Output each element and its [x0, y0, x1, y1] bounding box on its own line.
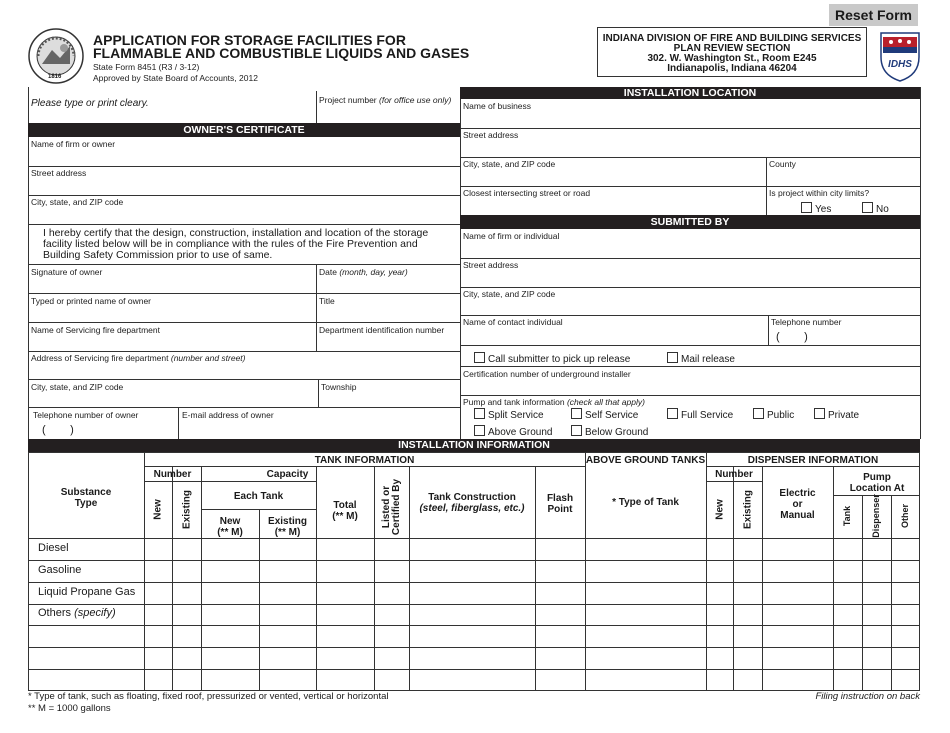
new-capacity-unit: (** M): [217, 527, 243, 538]
below-ground-label: Below Ground: [585, 427, 649, 438]
pump-tank-info-label: [463, 397, 645, 407]
below-ground-checkbox[interactable]: [571, 425, 582, 436]
new-count-header: New: [152, 499, 164, 520]
owner-firm-field[interactable]: Name of firm or owner: [31, 139, 116, 149]
dispenser-information-header: DISPENSER INFORMATION: [747, 455, 879, 466]
fire-dept-city-field[interactable]: City, state, and ZIP code: [31, 382, 124, 392]
date-label: Date: [319, 267, 337, 277]
seal-year: 1816: [48, 74, 62, 80]
total-capacity-header: [316, 500, 374, 522]
typed-name-field[interactable]: Typed or printed name of owner: [31, 296, 152, 306]
private-option[interactable]: [814, 408, 859, 421]
submitter-phone-parens: ( ): [776, 331, 808, 343]
or-label: or: [792, 499, 803, 510]
full-service-option[interactable]: [667, 408, 733, 421]
intersecting-street-field[interactable]: Closest intersecting street or road: [463, 188, 591, 198]
above-ground-checkbox[interactable]: [474, 425, 485, 436]
installation-information-header: INSTALLATION INFORMATION: [28, 439, 920, 452]
tank-information-header: TANK INFORMATION: [314, 455, 415, 466]
dept-id-field[interactable]: Department identification number: [319, 325, 445, 335]
flash-point-header: Flash Point: [546, 493, 574, 515]
row-others: [38, 607, 116, 619]
below-ground-option[interactable]: [571, 425, 648, 438]
owner-city-field[interactable]: City, state, and ZIP code: [31, 197, 124, 207]
owner-email-field[interactable]: E-mail address of owner: [182, 410, 274, 420]
tank-construction-header: [409, 492, 535, 514]
date-note: (month, day, year): [339, 267, 408, 277]
above-ground-label: Above Ground: [488, 427, 553, 438]
mail-release-checkbox[interactable]: [667, 352, 678, 363]
agency-line3: 302. W. Washington St., Room E245: [647, 53, 817, 64]
call-submitter-label: Call submitter to pick up release: [488, 354, 631, 365]
township-field[interactable]: Township: [321, 382, 357, 392]
agency-line2: PLAN REVIEW SECTION: [673, 43, 791, 54]
self-service-option[interactable]: [571, 408, 638, 421]
no-label: No: [876, 204, 889, 215]
split-service-checkbox[interactable]: [474, 408, 485, 419]
total-label: Total: [333, 500, 357, 511]
footnote-type-of-tank: * Type of tank, such as floating, fixed roof, pressurized or vented, vertical or horizontal: [28, 691, 389, 702]
city-limits-yes[interactable]: [801, 202, 831, 215]
approved-text: Approved by State Board of Accounts, 2012: [93, 73, 258, 83]
yes-label: Yes: [815, 204, 832, 215]
form-number: State Form 8451 (R3 / 3-12): [93, 62, 200, 72]
pump-tank-note: (check all that apply): [566, 397, 645, 407]
above-ground-option[interactable]: [474, 425, 553, 438]
pump-tank-header: Tank: [842, 505, 852, 527]
owners-certificate-header: OWNER'S CERTIFICATE: [28, 123, 460, 137]
submitted-by-header: SUBMITTED BY: [460, 215, 920, 229]
row-gasoline: Gasoline: [38, 564, 82, 576]
fire-dept-address-field[interactable]: [31, 353, 246, 363]
electric-manual-header: [762, 488, 833, 521]
existing-capacity-unit: (** M): [274, 527, 301, 538]
business-name-field[interactable]: Name of business: [463, 101, 532, 111]
dispenser-new-header: New: [714, 499, 726, 520]
instruction-text: Please type or print cleary.: [31, 98, 149, 109]
total-unit: (** M): [332, 511, 358, 522]
row-diesel: Diesel: [38, 542, 69, 554]
no-checkbox[interactable]: [862, 202, 873, 213]
row-liquid-propane-gas: Liquid Propane Gas: [38, 586, 136, 598]
split-service-option[interactable]: [474, 408, 544, 421]
owner-phone-parens: ( ): [42, 424, 74, 436]
form-title-line2: FLAMMABLE AND COMBUSTIBLE LIQUIDS AND GASES: [93, 45, 470, 61]
others-label: Others: [38, 607, 72, 619]
pump-dispenser-header: Dispenser: [871, 494, 881, 538]
type-of-tank-header: * Type of Tank: [612, 497, 679, 508]
mail-release-option[interactable]: [667, 352, 735, 365]
new-capacity-label: New: [219, 516, 241, 527]
form-title-line1: APPLICATION FOR STORAGE FACILITIES FOR: [93, 32, 406, 48]
electric-label: Electric: [779, 488, 816, 499]
each-tank-header: Each Tank: [233, 491, 284, 502]
pump-location-header: Pump Location At: [849, 472, 905, 494]
installer-cert-field[interactable]: Certification number of underground installer: [463, 369, 631, 379]
location-city-field[interactable]: City, state, and ZIP code: [463, 159, 556, 169]
owner-street-field[interactable]: Street address: [31, 168, 87, 178]
agency-box: [597, 27, 867, 77]
listed-certified-header: [382, 467, 402, 547]
submitter-name-field[interactable]: Name of firm or individual: [463, 231, 560, 241]
agency-line1: INDIANA DIVISION OF FIRE AND BUILDING SERVICES: [602, 33, 862, 44]
footnote-m-gallons: ** M = 1000 gallons: [28, 703, 111, 714]
filing-instruction: Filing instruction on back: [815, 691, 920, 702]
call-submitter-option[interactable]: [474, 352, 630, 365]
mail-release-label: Mail release: [681, 354, 735, 365]
split-service-label: Split Service: [488, 410, 544, 421]
installation-location-header: INSTALLATION LOCATION: [460, 87, 920, 99]
tank-construction-label: Tank Construction: [428, 492, 516, 503]
others-note: (specify): [74, 607, 116, 619]
existing-count-header: Existing: [181, 490, 193, 529]
call-submitter-checkbox[interactable]: [474, 352, 485, 363]
submitter-city-field[interactable]: City, state, and ZIP code: [463, 289, 556, 299]
certification-statement: [31, 228, 456, 261]
private-checkbox[interactable]: [814, 408, 825, 419]
idhs-logo-icon: [877, 27, 923, 83]
reset-form-button[interactable]: Reset Form: [829, 4, 918, 26]
contact-name-field[interactable]: Name of contact individual: [463, 317, 563, 327]
dispenser-existing-header: Existing: [742, 490, 754, 529]
fire-dept-address-note: (number and street): [170, 353, 246, 363]
private-label: Private: [828, 410, 860, 421]
agency-line4: Indianapolis, Indiana 46204: [667, 63, 797, 74]
cert-line3: Building Safety Commission prior to use of same.: [43, 249, 273, 261]
tank-construction-note: (steel, fiberglass, etc.): [419, 503, 525, 514]
existing-capacity-header: [259, 516, 316, 538]
dispenser-number-header: Number: [715, 469, 753, 480]
submitter-street-field[interactable]: Street address: [463, 260, 519, 270]
full-service-checkbox[interactable]: [667, 408, 678, 419]
self-service-checkbox[interactable]: [571, 408, 582, 419]
pump-tank-label: Pump and tank information: [463, 397, 565, 407]
new-capacity-header: [201, 516, 259, 538]
city-limits-no[interactable]: [862, 202, 889, 215]
signature-field[interactable]: Signature of owner: [31, 267, 103, 277]
location-street-field[interactable]: Street address: [463, 130, 519, 140]
owner-phone-field[interactable]: Telephone number of owner: [33, 410, 139, 420]
fire-dept-address-label: Address of Servicing fire department: [31, 353, 169, 363]
existing-capacity-label: Existing: [268, 516, 307, 527]
pump-other-header: Other: [900, 504, 910, 529]
capacity-header: Capacity: [266, 469, 309, 480]
project-number-label: Project number: [319, 95, 377, 105]
county-field[interactable]: County: [769, 159, 796, 169]
public-option[interactable]: [753, 408, 794, 421]
cert-line2: facility listed below will be in compliance with the rules of the Fire Prevention and: [43, 238, 418, 250]
listed-label: Listed or: [381, 485, 392, 529]
full-service-label: Full Service: [681, 410, 734, 421]
certified-label: Certified By: [391, 478, 402, 536]
fire-dept-name-field[interactable]: Name of Servicing fire department: [31, 325, 160, 335]
number-header: Number: [153, 469, 192, 480]
date-field[interactable]: [319, 267, 408, 277]
public-label: Public: [767, 410, 795, 421]
city-limits-label: Is project within city limits?: [769, 188, 870, 198]
above-ground-tanks-header: ABOVE GROUND TANKS: [585, 455, 706, 466]
submitter-phone-field[interactable]: Telephone number: [771, 317, 842, 327]
project-number-field[interactable]: [319, 95, 451, 105]
title-field[interactable]: Title: [319, 296, 335, 306]
project-number-note: (for office use only): [379, 95, 452, 105]
public-checkbox[interactable]: [753, 408, 764, 419]
idhs-logo-text: IDHS: [888, 59, 912, 70]
self-service-label: Self Service: [585, 410, 639, 421]
yes-checkbox[interactable]: [801, 202, 812, 213]
manual-label: Manual: [780, 510, 815, 521]
cert-line1: I hereby certify that the design, construction, installation and location of the storage: [43, 227, 429, 239]
substance-type-header: Substance Type: [60, 487, 112, 509]
